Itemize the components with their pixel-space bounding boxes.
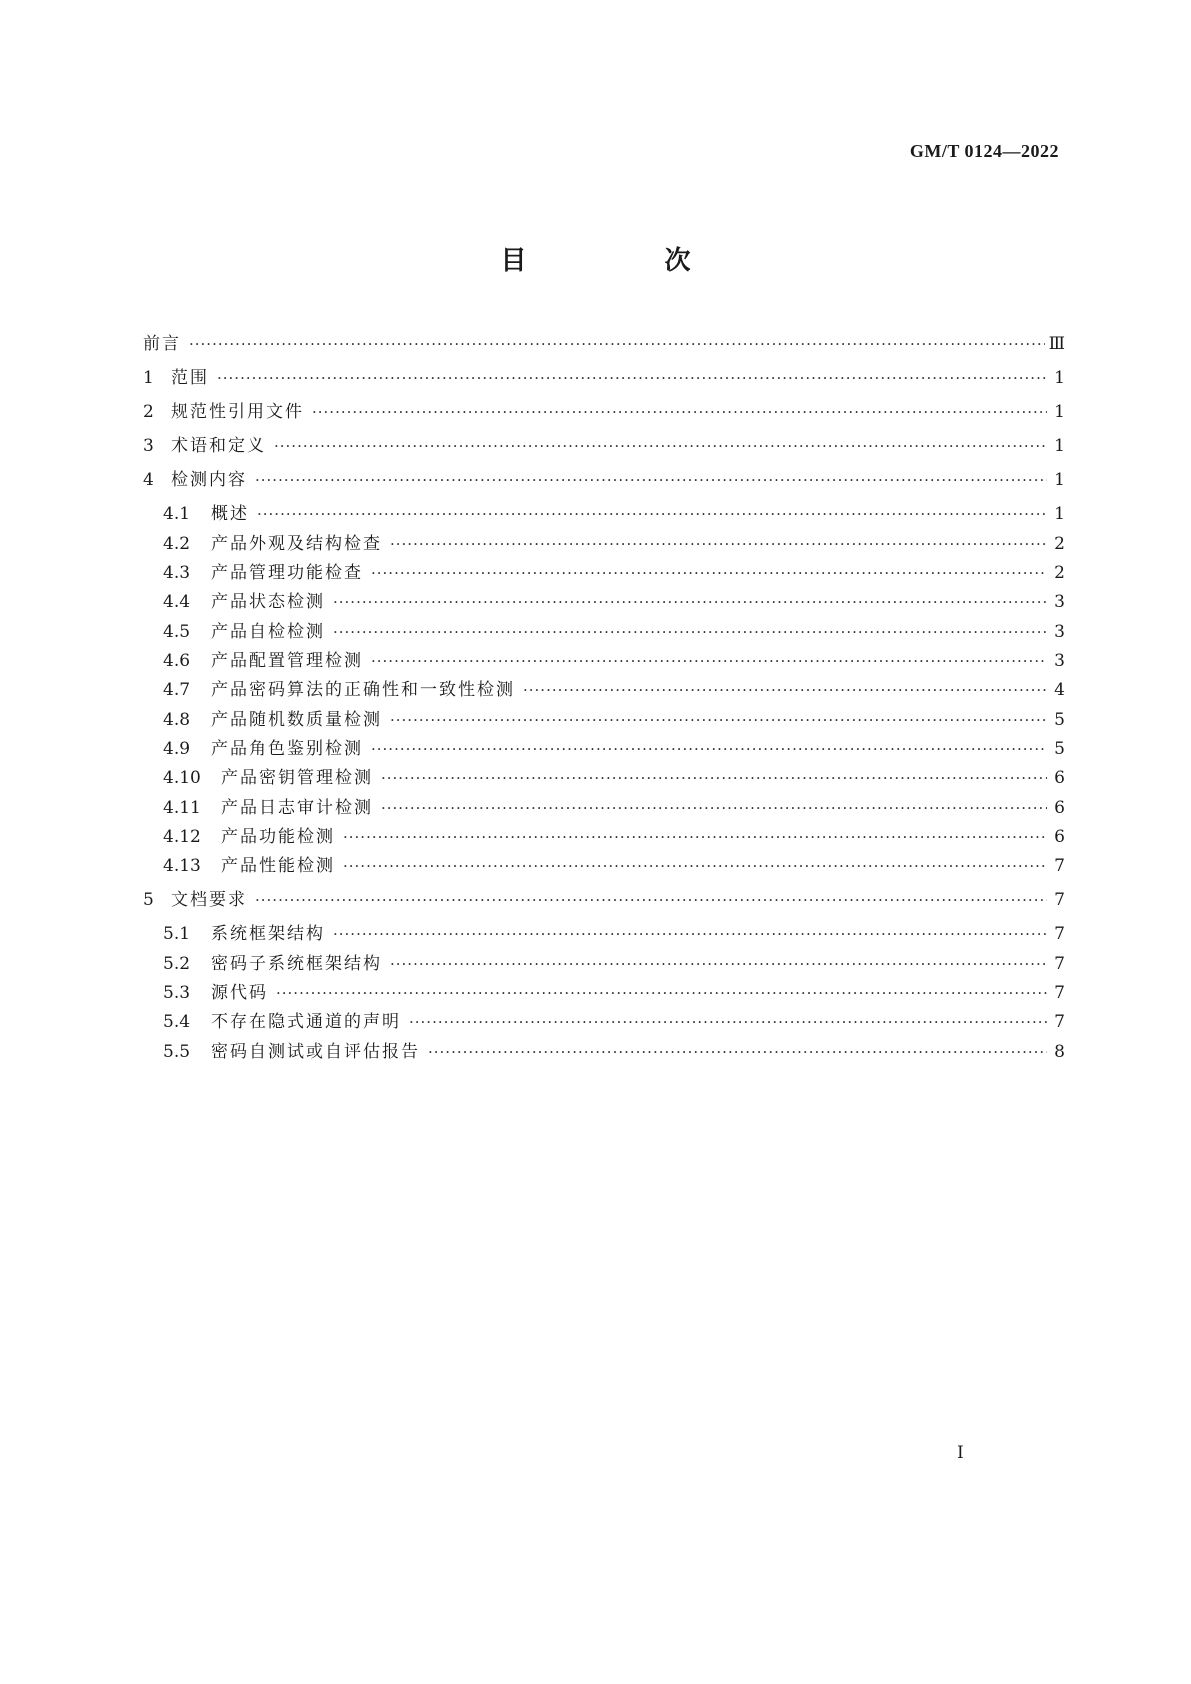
- toc-entry[interactable]: [163, 735, 1065, 763]
- dot-leader: [274, 432, 1047, 460]
- dot-leader: [343, 823, 1047, 851]
- toc-entry-number: 4.2: [163, 534, 191, 554]
- toc-entry-page: 7: [1054, 954, 1065, 974]
- toc-entry-label: 文档要求: [171, 890, 247, 910]
- dot-leader: [217, 364, 1047, 392]
- toc-entry-number: 5.2: [163, 954, 191, 974]
- toc-entry-page: 7: [1054, 890, 1065, 910]
- toc-entry-page: 6: [1054, 798, 1065, 818]
- dot-leader: [312, 398, 1047, 426]
- toc-entry-label: 源代码: [211, 983, 268, 1003]
- toc-entry-number: 4.13: [163, 856, 201, 876]
- toc-entry-number: 4.4: [163, 592, 191, 612]
- toc-entry[interactable]: [163, 500, 1065, 528]
- toc-entry[interactable]: [163, 794, 1065, 822]
- toc-entry[interactable]: [163, 1038, 1065, 1066]
- toc-entry-page: 1: [1054, 436, 1065, 456]
- toc-entry-page: 2: [1054, 563, 1065, 583]
- toc-entry-number: 4.12: [163, 827, 201, 847]
- toc-entry-label: 产品密码算法的正确性和一致性检测: [211, 680, 515, 700]
- toc-entry-page: 3: [1054, 592, 1065, 612]
- toc-entry-label: 产品功能检测: [221, 827, 335, 847]
- toc-entry[interactable]: [143, 330, 1065, 358]
- toc-entry-label: 产品日志审计检测: [221, 798, 373, 818]
- toc-entry-page: 4: [1054, 680, 1065, 700]
- dot-leader: [381, 764, 1047, 792]
- toc-entry[interactable]: [143, 364, 1065, 392]
- toc-entry-label: 产品外观及结构检查: [211, 534, 382, 554]
- toc-entry[interactable]: [143, 886, 1065, 914]
- toc-entry-page: 3: [1054, 651, 1065, 671]
- toc-entry-label: 术语和定义: [171, 436, 266, 456]
- toc-entry-number: 4.9: [163, 739, 191, 759]
- toc-entry[interactable]: [143, 432, 1065, 460]
- toc-entry-number: 4.5: [163, 622, 191, 642]
- toc-entry-page: 1: [1054, 470, 1065, 490]
- toc-entry-number: 5.3: [163, 983, 191, 1003]
- toc-entry-page: 5: [1054, 739, 1065, 759]
- toc-entry-page: 6: [1054, 827, 1065, 847]
- toc-entry[interactable]: [163, 950, 1065, 978]
- dot-leader: [371, 735, 1047, 763]
- dot-leader: [257, 500, 1047, 528]
- toc-entry-label: 检测内容: [171, 470, 247, 490]
- toc-entry[interactable]: [163, 979, 1065, 1007]
- toc-entry-number: 5: [143, 890, 154, 910]
- toc-entry-page: 1: [1054, 504, 1065, 524]
- toc-entry-number: 4.8: [163, 710, 191, 730]
- toc-entry-page: 1: [1054, 368, 1065, 388]
- toc-entry-label: 产品随机数质量检测: [211, 710, 382, 730]
- toc-entry[interactable]: [163, 559, 1065, 587]
- dot-leader: [381, 794, 1047, 822]
- toc-entry-page: 8: [1054, 1042, 1065, 1062]
- dot-leader: [390, 706, 1047, 734]
- dot-leader: [390, 530, 1047, 558]
- toc-entry-number: 2: [143, 402, 154, 422]
- toc-entry-page: 7: [1054, 856, 1065, 876]
- toc-entry[interactable]: [163, 852, 1065, 880]
- toc-entry-label: 规范性引用文件: [171, 402, 304, 422]
- toc-entry-number: 3: [143, 436, 154, 456]
- toc-entry-label: 产品性能检测: [221, 856, 335, 876]
- toc-entry-label: 概述: [211, 504, 249, 524]
- toc-entry-number: 4.6: [163, 651, 191, 671]
- page-title: 目 次: [500, 246, 747, 276]
- toc-entry[interactable]: [163, 588, 1065, 616]
- dot-leader: [255, 886, 1047, 914]
- dot-leader: [343, 852, 1047, 880]
- toc-entry-label: 产品自检检测: [211, 622, 325, 642]
- toc-entry-label: 范围: [171, 368, 209, 388]
- dot-leader: [390, 950, 1047, 978]
- page-number: I: [957, 1443, 964, 1463]
- dot-leader: [409, 1008, 1047, 1036]
- toc-entry-label: 产品配置管理检测: [211, 651, 363, 671]
- toc-entry-page: 6: [1054, 768, 1065, 788]
- toc-entry[interactable]: [163, 823, 1065, 851]
- toc-entry[interactable]: [163, 764, 1065, 792]
- toc-entry-number: 5.1: [163, 924, 191, 944]
- toc-entry[interactable]: [163, 920, 1065, 948]
- dot-leader: [333, 920, 1047, 948]
- toc-entry[interactable]: [163, 1008, 1065, 1036]
- toc-entry[interactable]: [163, 618, 1065, 646]
- toc-entry-label: 产品状态检测: [211, 592, 325, 612]
- toc-entry-page: 7: [1054, 983, 1065, 1003]
- toc-entry-label: 前言: [143, 334, 181, 354]
- toc-entry-number: 4.7: [163, 680, 191, 700]
- toc-entry-number: 5.5: [163, 1042, 191, 1062]
- toc-entry-label: 不存在隐式通道的声明: [211, 1012, 401, 1032]
- toc-entry-number: 1: [143, 368, 154, 388]
- toc-entry-number: 4.3: [163, 563, 191, 583]
- toc-entry-page: 5: [1054, 710, 1065, 730]
- dot-leader: [276, 979, 1047, 1007]
- toc-entry[interactable]: [163, 530, 1065, 558]
- toc-entry[interactable]: [163, 647, 1065, 675]
- toc-entry-label: 系统框架结构: [211, 924, 325, 944]
- toc-entry-number: 4: [143, 470, 154, 490]
- toc-entry-label: 产品管理功能检查: [211, 563, 363, 583]
- toc-entry-label: 产品角色鉴别检测: [211, 739, 363, 759]
- dot-leader: [189, 330, 1045, 358]
- dot-leader: [523, 676, 1047, 704]
- toc-entry-page: Ⅲ: [1048, 334, 1065, 354]
- standard-code: GM/T 0124—2022: [909, 141, 1059, 161]
- toc-entry[interactable]: [163, 706, 1065, 734]
- dot-leader: [371, 647, 1047, 675]
- dot-leader: [371, 559, 1047, 587]
- toc-entry-page: 7: [1054, 924, 1065, 944]
- toc-entry-page: 1: [1054, 402, 1065, 422]
- toc-entry-page: 7: [1054, 1012, 1065, 1032]
- toc-entry-page: 3: [1054, 622, 1065, 642]
- toc-entry[interactable]: [143, 398, 1065, 426]
- toc-entry-page: 2: [1054, 534, 1065, 554]
- dot-leader: [255, 466, 1047, 494]
- dot-leader: [333, 588, 1047, 616]
- toc-entry-label: 密码自测试或自评估报告: [211, 1042, 420, 1062]
- toc-entry[interactable]: [163, 676, 1065, 704]
- dot-leader: [333, 618, 1047, 646]
- toc-entry-label: 产品密钥管理检测: [221, 768, 373, 788]
- toc-entry[interactable]: [143, 466, 1065, 494]
- toc-entry-number: 4.1: [163, 504, 191, 524]
- toc-entry-label: 密码子系统框架结构: [211, 954, 382, 974]
- toc-entry-number: 5.4: [163, 1012, 191, 1032]
- dot-leader: [428, 1038, 1047, 1066]
- toc-entry-number: 4.10: [163, 768, 201, 788]
- toc-entry-number: 4.11: [163, 798, 201, 818]
